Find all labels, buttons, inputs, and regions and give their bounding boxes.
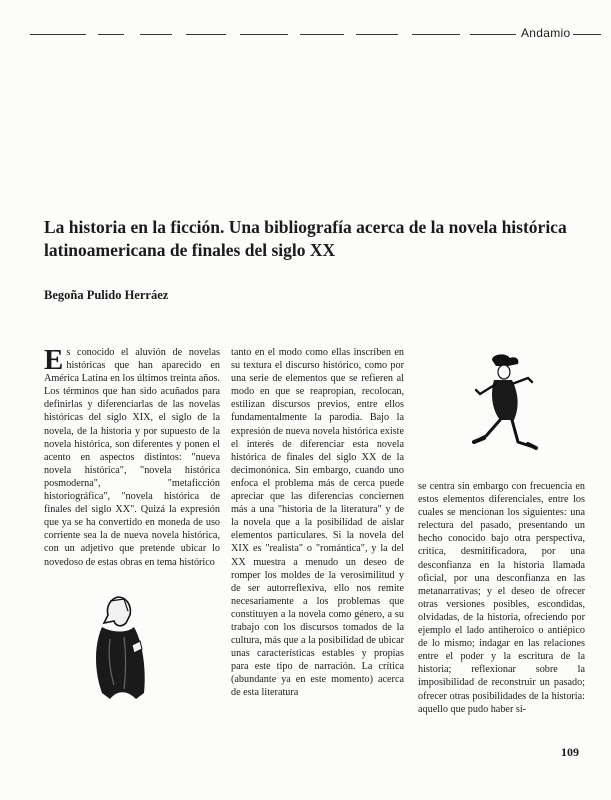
header-rule-segment (186, 34, 226, 35)
dancing-figure-illustration (470, 350, 540, 470)
body-column-3: se centra sin embargo con frecuencia en estos elementos diferenciales, entre los cuales se mencionan los siguientes: una relectura del pasado, presentando un hecho conocido bajo otra perspectiva, crítica, desmitificadora, por una desconfianza en la historia llamada oficial, por una desconfianza en las metanarrativas; y el deseo de ofrecer otras versiones posibles, escondidas, olvidadas, de la historia, ofreciendo por ejemplo el lado antiheroico o antiépico de lo mismo; indagar en las relaciones entre el poder y la escritura de la historia; reflexionar sobre la imposibilidad de reconstruir un pasado; ofrecer otras posibilidades de la historia: aquello que pudo haber si- (418, 481, 585, 715)
header-rule-segment (98, 34, 124, 35)
column-1-text: s conocido el aluvión de novelas históricas que han aparecido en América Latina en los últimos treinta años. Los términos que han sido acuñados para definirlas y diferenciarlas de las novelas históricas del siglo XIX, el siglo de la novela, de la historia y por supuesto de la novela histórica, son diferentes y ponen el acento en aspectos distintos: "nueva novela histórica", "novela histórica posmoderna", "metaficción historiográfica", "novela histórica de finales del siglo XX". Quizá la expresión que ya se ha convertido en moneda de uso corriente sea la de nueva novela histórica, con un adjetivo que pretende ubicar lo novedoso de estas obras en tema histórico (44, 347, 220, 568)
article-author: Begoña Pulido Herráez (44, 288, 169, 302)
section-label: Andamio (521, 26, 571, 40)
header-rule-segment (573, 34, 601, 35)
cloaked-figure-illustration (88, 593, 150, 705)
body-column-2: tanto en el modo como ellas inscriben en su textura el discurso histórico, como por una serie de elementos que se refieren al modo en que se reapropian, recolocan, estilizan discursos previos, entre ellos fundamentalmente la parodia. Bajo la expresión de nueva novela histórica existe el interés de diferenciar esta novela histórica de finales del siglo XX de la decimonónica. Sin embargo, cuando uno enfoca el problema más de cerca puede apreciar que las diferencias conciernen más a una "historia de la literatura" y de la novela que a la posibilidad de aislar elementos particulares. Si la novela del XIX es "realista" o "romántica", y la del XX muestra a menudo un deseo de romper los moldes de la verosimilitud y de ser autorreflexiva, ello nos remite necesariamente a los problemas que constituyen a la novela como género, a su trabajo con los discursos tomados de la cultura, más que a la posibilidad de ubicar unas características estables y propias para este tipo de narración. La crítica (abundante ya en este momento) acerca de esta literatura (231, 347, 404, 699)
drop-cap: E (44, 344, 64, 376)
header-rule-segment (356, 34, 398, 35)
header-rule-segment (140, 34, 172, 35)
header-rule-segment (240, 34, 288, 35)
header-rule-segment (412, 34, 460, 35)
header-rule-segment (30, 34, 86, 35)
header-rule-segment (470, 34, 516, 35)
body-column-1 (44, 346, 220, 569)
page-number: 109 (561, 745, 579, 759)
header-rule-segment (300, 34, 344, 35)
article-title: La historia en la ficción. Una bibliografía acerca de la novela histórica latinoamericana de finales del siglo XX (44, 217, 567, 260)
